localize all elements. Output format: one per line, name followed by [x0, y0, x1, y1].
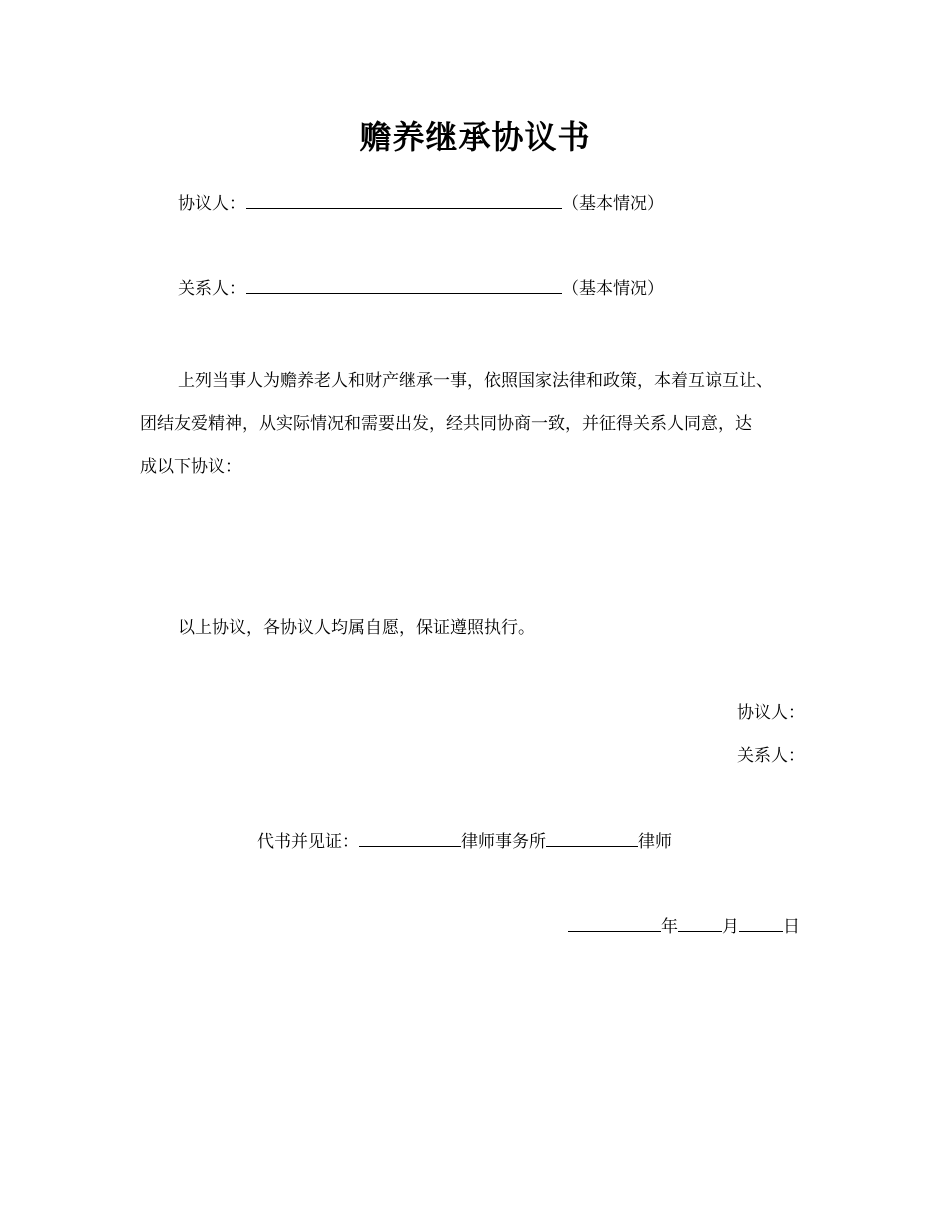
- firm-blank[interactable]: [359, 828, 461, 847]
- date-line: [568, 913, 800, 939]
- party-label: 协议人：: [178, 194, 246, 214]
- lawyer-label: 律师: [638, 832, 672, 852]
- relative-suffix: （基本情况）: [562, 279, 664, 299]
- day-label: 日: [783, 917, 800, 937]
- relative-line: [178, 275, 664, 301]
- day-blank[interactable]: [739, 913, 783, 932]
- relative-blank[interactable]: [246, 275, 562, 294]
- agreement-paragraph: [140, 360, 830, 489]
- paragraph-line-2: 团结友爱精神，从实际情况和需要出发，经共同协商一致，并征得关系人同意，达: [140, 414, 752, 434]
- party-blank[interactable]: [246, 190, 562, 209]
- witness-line: [257, 828, 672, 854]
- month-blank[interactable]: [678, 913, 722, 932]
- closing-statement: 以上协议，各协议人均属自愿，保证遵照执行。: [178, 618, 535, 638]
- party-suffix: （基本情况）: [562, 194, 664, 214]
- paragraph-line-1: 上列当事人为赡养老人和财产继承一事，依照国家法律和政策，本着互谅互让、: [178, 371, 773, 391]
- signature-relative: 关系人：: [737, 746, 805, 766]
- relative-label: 关系人：: [178, 279, 246, 299]
- paragraph-line-3: 成以下协议：: [140, 457, 242, 477]
- lawyer-blank[interactable]: [546, 828, 638, 847]
- month-label: 月: [722, 917, 739, 937]
- signature-party: 协议人：: [737, 703, 805, 723]
- document-title: 赡养继承协议书: [359, 118, 591, 156]
- party-line: [178, 190, 664, 216]
- year-blank[interactable]: [568, 913, 661, 932]
- witness-label: 代书并见证：: [257, 832, 359, 852]
- year-label: 年: [661, 917, 678, 937]
- firm-label: 律师事务所: [461, 832, 546, 852]
